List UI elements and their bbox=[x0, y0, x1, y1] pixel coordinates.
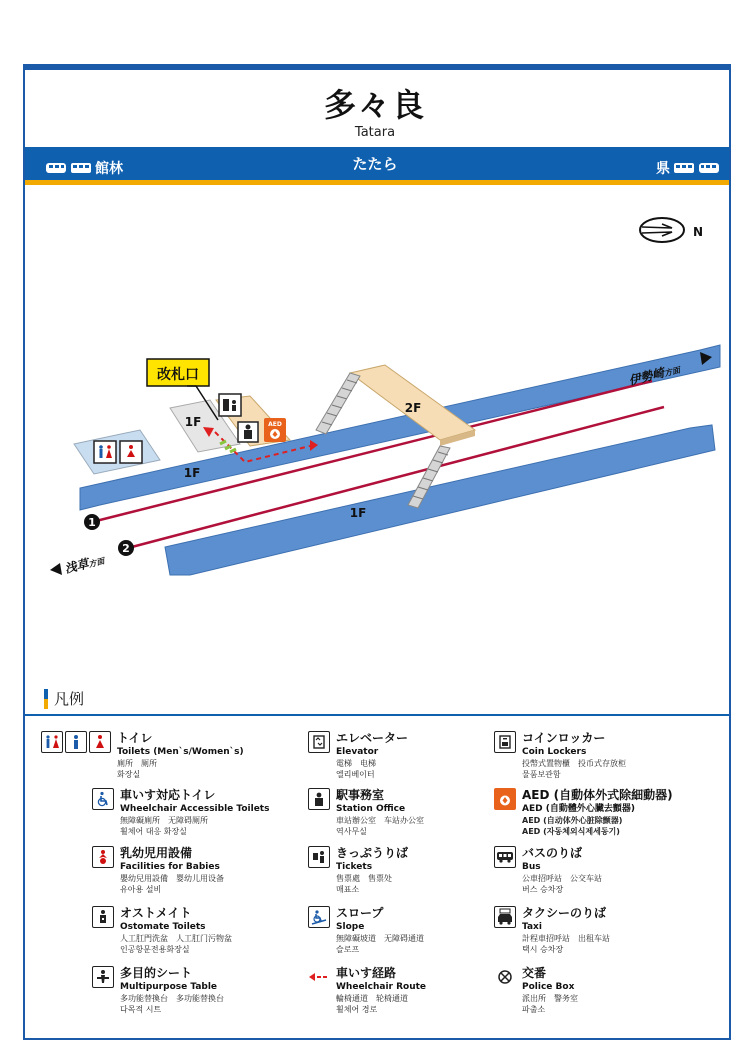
legend-en: Ostomate Toilets bbox=[120, 922, 206, 932]
legend-item-bus bbox=[494, 846, 602, 895]
legend-zh: 無障礙坡道 无障碍通道 bbox=[336, 934, 424, 943]
aed-icon bbox=[494, 788, 516, 810]
station-name: 多々良 bbox=[323, 86, 426, 124]
legend-en: Toilets (Men`s/Women`s) bbox=[117, 747, 244, 757]
legend-ko: 슬로프 bbox=[336, 945, 360, 954]
legend-heading-text: 凡例 bbox=[54, 690, 85, 708]
legend-item-toilets bbox=[41, 731, 244, 780]
elevator-icon bbox=[308, 731, 330, 753]
direction-left-label: 館林 bbox=[95, 161, 123, 177]
train-icon bbox=[45, 162, 67, 175]
legend-zh: 公車招呼站 公交车站 bbox=[522, 874, 602, 883]
legend-heading bbox=[44, 688, 84, 709]
legend-ja: 車いす対応トイレ bbox=[120, 788, 216, 802]
train-icon bbox=[70, 162, 92, 175]
legend-item-baby-facilities bbox=[92, 846, 224, 895]
legend-ja: トイレ bbox=[117, 731, 153, 745]
legend-item-multipurpose-table bbox=[92, 966, 224, 1015]
coin-locker-icon bbox=[494, 731, 516, 753]
station-office-icon bbox=[308, 788, 330, 810]
legend-item-police-box bbox=[494, 966, 578, 1015]
legend-ko: AED (자동체외식제세동기) bbox=[522, 827, 620, 836]
legend-ko: 매표소 bbox=[336, 885, 360, 894]
legend-en: AED (自動體外心臟去顫器) bbox=[522, 804, 635, 814]
legend-en: Slope bbox=[336, 922, 365, 932]
svg-text:浅草方面: 浅草方面 bbox=[63, 556, 106, 576]
legend-ja: 車いす経路 bbox=[336, 966, 397, 980]
legend-en: Police Box bbox=[522, 982, 575, 992]
multipurpose-table-icon bbox=[92, 966, 114, 988]
wheelchair-route-icon bbox=[308, 966, 330, 988]
svg-text:1: 1 bbox=[88, 516, 96, 529]
track-number-1 bbox=[84, 514, 100, 530]
legend-item-elevator bbox=[308, 731, 408, 780]
svg-text:伊勢崎方面: 伊勢崎方面 bbox=[627, 365, 681, 388]
legend-en: Coin Lockers bbox=[522, 747, 587, 757]
legend-item-wheelchair-toilets bbox=[92, 788, 269, 837]
aed-icon bbox=[264, 418, 286, 442]
legend-zh: 嬰幼兒用設備 婴幼儿用设备 bbox=[120, 874, 224, 883]
legend-ja: 交番 bbox=[522, 966, 547, 980]
legend-ko: 역사무실 bbox=[336, 827, 367, 836]
legend-zh: 派出所 警务室 bbox=[522, 994, 578, 1003]
legend-ja: AED (自動体外式除細動器) bbox=[522, 788, 673, 802]
svg-text:AED: AED bbox=[268, 421, 282, 428]
legend-ko: 휠체어 대응 화장실 bbox=[120, 827, 187, 836]
station-office-icon bbox=[238, 422, 258, 442]
elevator-icon bbox=[219, 394, 241, 416]
floor-label-platform-1: 1F bbox=[183, 466, 201, 480]
police-box-icon bbox=[494, 966, 516, 988]
legend-en: Wheelchair Accessible Toilets bbox=[120, 804, 270, 814]
legend-zh: AED (自动体外心脏除颤器) bbox=[522, 816, 623, 825]
floor-label-gate: 1F bbox=[184, 415, 202, 429]
svg-text:N: N bbox=[693, 225, 704, 239]
arrow-left-icon bbox=[50, 563, 62, 575]
womens-toilet-icon bbox=[89, 731, 111, 753]
train-icon bbox=[673, 162, 695, 175]
legend-zh: 多功能替換台 多功能替换台 bbox=[120, 994, 224, 1003]
north-compass-icon bbox=[640, 218, 703, 242]
legend-en: Facilities for Babies bbox=[120, 862, 220, 872]
legend-item-tickets bbox=[308, 846, 408, 895]
legend-zh: 計程車招呼站 出租车站 bbox=[522, 934, 610, 943]
legend-zh: 輪椅通道 轮椅通道 bbox=[336, 994, 408, 1003]
direction-right-label: 県 bbox=[656, 161, 670, 177]
floor-label-platform-2: 1F bbox=[349, 506, 367, 520]
toilet-block bbox=[74, 430, 160, 474]
legend-en: Elevator bbox=[336, 747, 379, 757]
legend-zh: 廁所 厕所 bbox=[117, 759, 157, 768]
gate-label: 改札口 bbox=[157, 367, 199, 383]
direction-left bbox=[45, 158, 123, 178]
legend-ja: スロープ bbox=[336, 906, 384, 920]
legend-ko: 버스 승차장 bbox=[522, 885, 564, 894]
legend-en: Bus bbox=[522, 862, 541, 872]
legend-ja: 乳幼児用設備 bbox=[120, 846, 193, 860]
staircase-upper bbox=[316, 373, 360, 434]
legend-ko: 물품보관함 bbox=[522, 770, 561, 779]
legend-en: Taxi bbox=[522, 922, 542, 932]
legend-en: Wheelchair Route bbox=[336, 982, 427, 992]
legend-zh: 電梯 电梯 bbox=[336, 759, 376, 768]
legend-item-ostomate bbox=[92, 906, 232, 955]
legend-ja: タクシーのりば bbox=[522, 906, 607, 920]
legend-ko: 파출소 bbox=[522, 1005, 546, 1014]
legend-ko: 인공항문전용화장실 bbox=[120, 945, 190, 954]
toilet-icon bbox=[41, 731, 63, 753]
legend-ja: オストメイト bbox=[120, 906, 192, 920]
train-icon bbox=[698, 162, 720, 175]
legend-item-wheelchair-route bbox=[308, 966, 426, 1015]
legend-zh: 無障礙廁所 无障碍厕所 bbox=[120, 816, 208, 825]
legend-zh: 售票處 售票处 bbox=[336, 874, 392, 883]
station-romaji: Tatara bbox=[354, 125, 396, 140]
ticket-icon bbox=[308, 846, 330, 868]
wheelchair-toilet-icon bbox=[92, 788, 114, 810]
legend-en: Tickets bbox=[336, 862, 373, 872]
legend-ja: 駅事務室 bbox=[336, 788, 385, 802]
legend-ja: コインロッカー bbox=[522, 731, 606, 745]
legend-ko: 유아용 설비 bbox=[120, 885, 162, 894]
legend-divider bbox=[25, 714, 729, 716]
direction-asakusa bbox=[50, 552, 107, 576]
legend-ko: 엘리베이터 bbox=[336, 770, 375, 779]
taxi-icon bbox=[494, 906, 516, 928]
slope-icon bbox=[308, 906, 330, 928]
station-kana: たたら bbox=[352, 155, 398, 173]
bus-icon bbox=[494, 846, 516, 868]
legend-ko: 다목적 시트 bbox=[120, 1005, 162, 1014]
legend-item-coin-lockers bbox=[494, 731, 626, 780]
legend-ja: きっぷうりば bbox=[336, 846, 409, 860]
ostomate-icon bbox=[92, 906, 114, 928]
legend-item-aed bbox=[494, 788, 673, 837]
legend-ja: エレベーター bbox=[336, 731, 409, 745]
direction-right bbox=[656, 158, 720, 178]
legend-zh: 投幣式置物櫃 投币式存放柜 bbox=[522, 759, 626, 768]
legend-heading-mark bbox=[44, 689, 48, 709]
station-diagram bbox=[25, 185, 729, 685]
floor-label-bridge: 2F bbox=[404, 401, 422, 415]
legend-ko: 화장실 bbox=[117, 770, 141, 779]
legend-ko: 휠체어 경로 bbox=[336, 1005, 378, 1014]
legend-ja: バスのりば bbox=[522, 846, 583, 860]
legend-en: Multipurpose Table bbox=[120, 982, 218, 992]
mens-toilet-icon bbox=[65, 731, 87, 753]
legend-zh: 人工肛門洗盆 人工肛门污物盆 bbox=[120, 934, 232, 943]
svg-text:2: 2 bbox=[122, 542, 130, 555]
legend-zh: 車站辦公室 车站办公室 bbox=[336, 816, 424, 825]
legend-ko: 택시 승차장 bbox=[522, 945, 564, 954]
baby-facilities-icon bbox=[92, 846, 114, 868]
legend-item-slope bbox=[308, 906, 424, 955]
legend-item-station-office bbox=[308, 788, 424, 837]
legend-ja: 多目的シート bbox=[120, 966, 193, 980]
legend-item-taxi bbox=[494, 906, 610, 955]
legend-en: Station Office bbox=[336, 804, 406, 814]
track-number-2 bbox=[118, 540, 134, 556]
